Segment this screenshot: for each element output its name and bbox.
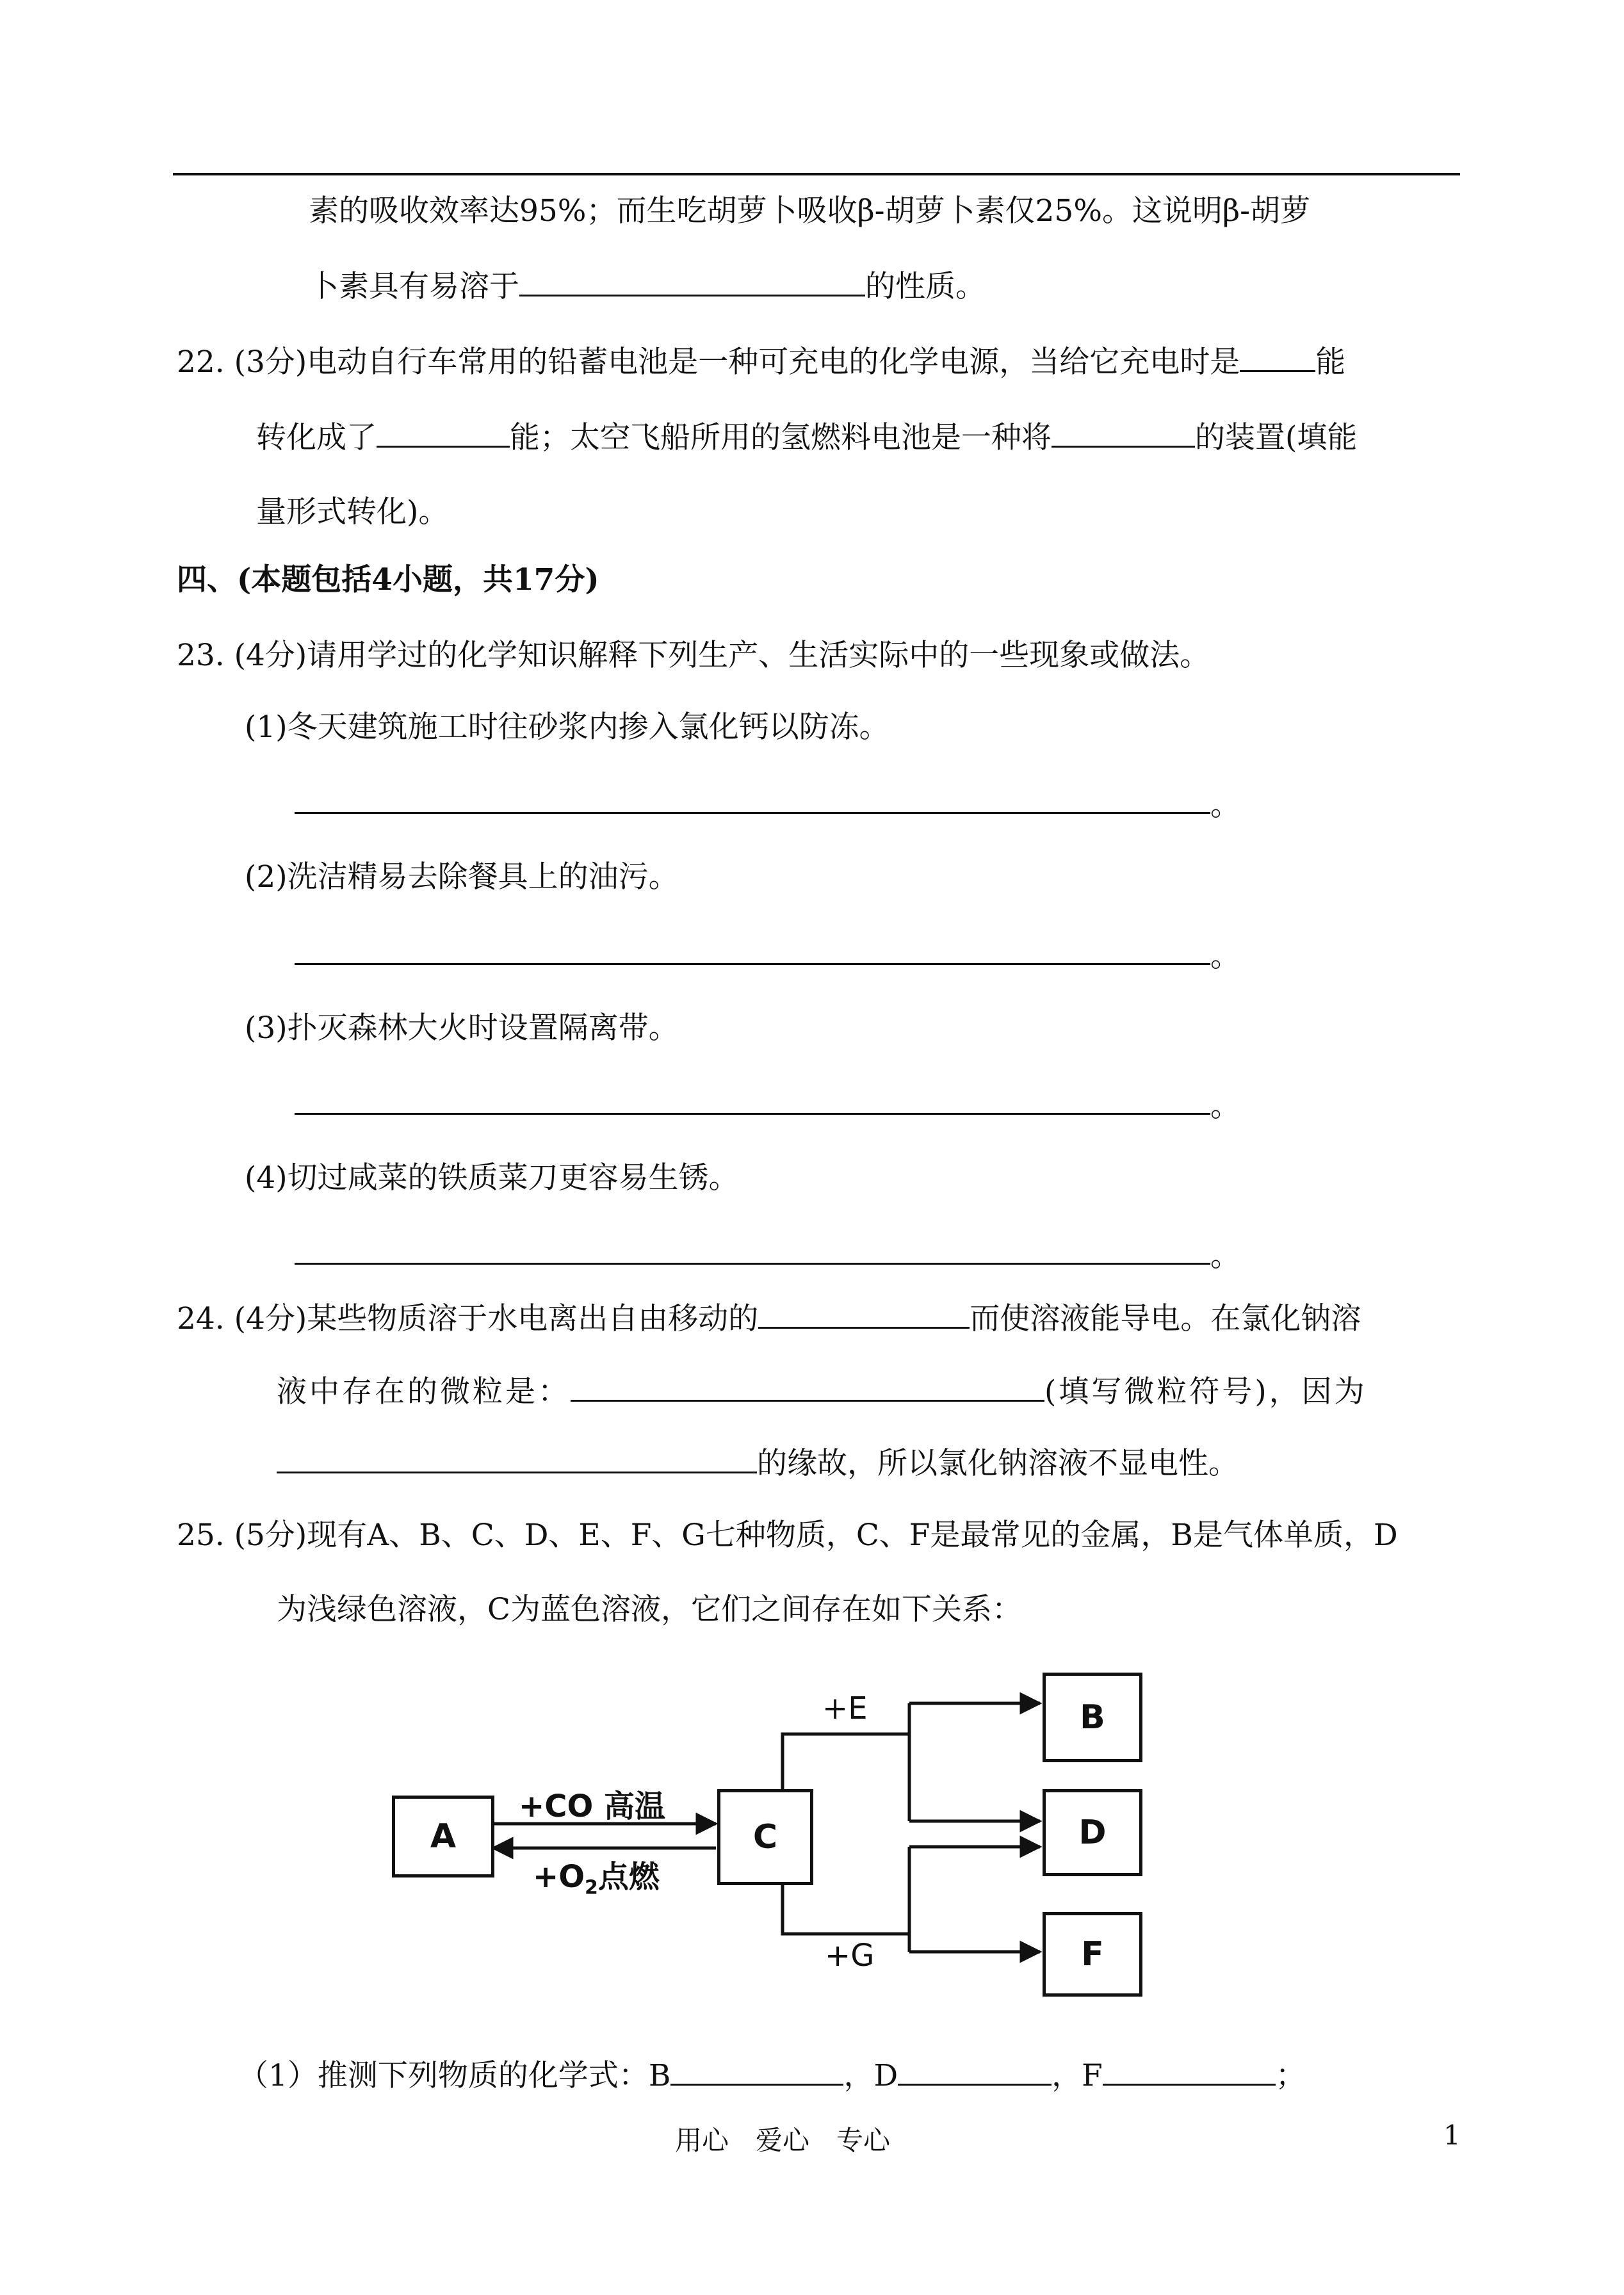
q23-item-4: (4)切过咸菜的铁质菜刀更容易生锈。 [245, 1160, 739, 1196]
q25-sub-text-c: ，F [1052, 2058, 1103, 2093]
q24-text-e: 的缘故，所以氯化钠溶液不显电性。 [757, 1446, 1238, 1481]
q23-stem: 23. (4分)请用学过的化学知识解释下列生产、生活实际中的一些现象或做法。 [177, 638, 1210, 673]
q25-sub-text-b: ，D [843, 2058, 898, 2093]
q24-text-a: 24. (4分)某些物质溶于水电离出自由移动的 [177, 1301, 759, 1336]
period: 。 [1210, 1089, 1240, 1124]
o2-prefix: +O [533, 1859, 585, 1895]
q22-text-b: 能 [1315, 345, 1346, 380]
period: 。 [1210, 1238, 1240, 1274]
q25-line-2: 为浅绿色溶液，C为蓝色溶液，它们之间存在如下关系： [277, 1592, 1022, 1627]
page-number: 1 [1443, 2120, 1461, 2151]
q25-sub-text-d: ； [1275, 2058, 1306, 2093]
period: 。 [1210, 788, 1240, 823]
label-plus-g: +G [825, 1938, 875, 1974]
q24-text-c: 液中存在的微粒是： [277, 1374, 571, 1409]
o2-suffix: 点燃 [597, 1859, 660, 1895]
continuation-text-a: 卜素具有易溶于 [309, 269, 519, 304]
box-d: D [1043, 1789, 1142, 1876]
answer-blank[interactable] [898, 2058, 1052, 2086]
q23-item-2: (2)洗洁精易去除餐具上的油污。 [245, 859, 679, 895]
q25-sub-text-a: （1）推测下列物质的化学式：B [238, 2058, 671, 2093]
continuation-line-1: 素的吸收效率达95%；而生吃胡萝卜吸收β-胡萝卜素仅25%。这说明β-胡萝 [309, 193, 1311, 229]
q22-text-c: 转化成了 [256, 420, 377, 455]
box-b: B [1043, 1673, 1142, 1762]
period: 。 [1210, 939, 1240, 974]
label-plus-e: +E [822, 1691, 868, 1726]
q23-item-3: (3)扑灭森林大火时设置隔离带。 [245, 1010, 679, 1046]
box-c: C [717, 1789, 813, 1885]
q24-text-b: 而使溶液能导电。在氯化钠溶 [970, 1301, 1361, 1336]
branch-e-connector [780, 0, 813, 1812]
box-f: F [1043, 1912, 1142, 1997]
q24-text-d: (填写微粒符号)，因为 [1044, 1374, 1367, 1409]
label-o2-ignite [533, 1852, 660, 1899]
answer-blank[interactable] [670, 2058, 843, 2086]
box-a: A [392, 1796, 494, 1877]
q22-text-d: 能；太空飞船所用的氢燃料电池是一种将 [510, 420, 1052, 455]
o2-subscript: 2 [585, 1876, 598, 1899]
continuation-text-b: 的性质。 [865, 269, 986, 304]
answer-blank[interactable] [1103, 2058, 1276, 2086]
q22-line-3: 量形式转化)。 [256, 494, 449, 530]
label-co-high-temp: +CO 高温 [519, 1788, 665, 1824]
q22-text-a: 22. (3分)电动自行车常用的铅蓄电池是一种可充电的化学电源，当给它充电时是 [177, 345, 1240, 380]
q25-sub-1 [238, 2057, 1306, 2095]
section-heading: 四、(本题包括4小题，共17分) [177, 562, 599, 597]
q23-item-1: (1)冬天建筑施工时往砂浆内掺入氯化钙以防冻。 [245, 710, 889, 745]
q22-text-e: 的装置(填能 [1195, 420, 1358, 455]
q25-line-1: 25. (5分)现有A、B、C、D、E、F、G七种物质，C、F是最常见的金属，B是气体单质，D [177, 1518, 1398, 1553]
footer-motto: 用心 爱心 专心 [675, 2125, 891, 2156]
